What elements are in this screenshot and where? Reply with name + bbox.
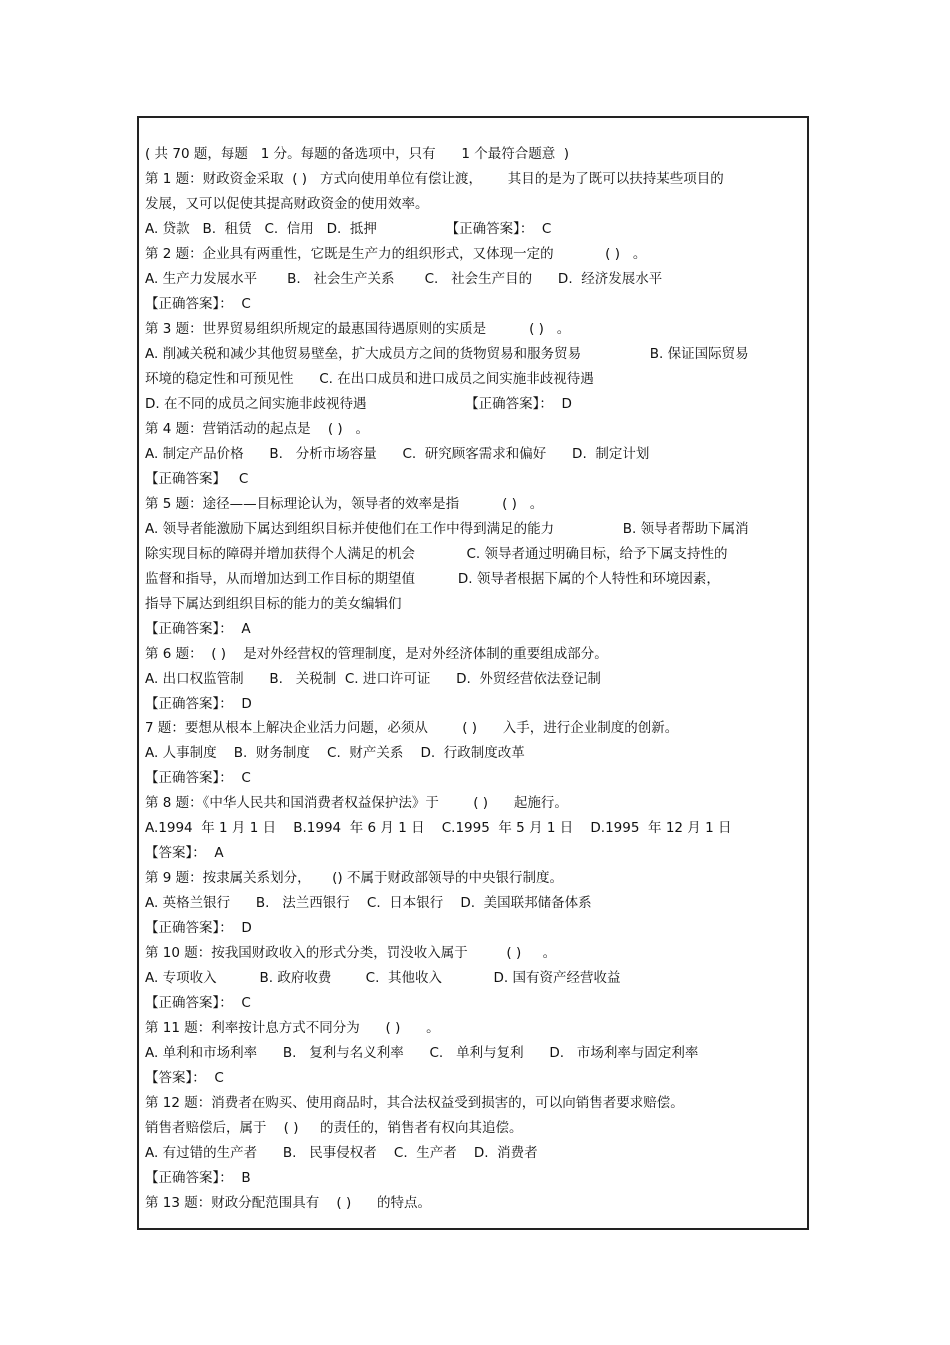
question-6-answer: 【正确答案】： D bbox=[145, 696, 252, 712]
question-3-options-1: A. 削减关税和减少其他贸易壁垒，扩大成员方之间的货物贸易和服务贸易 B. 保证国际贸易 bbox=[145, 346, 749, 362]
question-4-answer: 【正确答案】 C bbox=[145, 471, 249, 487]
question-11: 第 11 题：利率按计息方式不同分为 ( ) 。 bbox=[145, 1020, 440, 1036]
question-10: 第 10 题：按我国财政收入的形式分类，罚没收入属于 ( ) 。 bbox=[145, 945, 557, 961]
question-2-options: A. 生产力发展水平 B. 社会生产关系 C. 社会生产目的 D. 经济发展水平 bbox=[145, 271, 663, 287]
question-5-options-1: A. 领导者能激励下属达到组织目标并使他们在工作中得到满足的能力 B. 领导者帮助下属消 bbox=[145, 521, 749, 537]
question-9: 第 9 题：按隶属关系划分， () 不属于财政部领导的中央银行制度。 bbox=[145, 870, 563, 886]
question-5-options-4: 指导下属达到组织目标的能力的美女编辑们 bbox=[145, 596, 402, 612]
question-8-answer: 【答案】： A bbox=[145, 845, 224, 861]
question-5: 第 5 题：途径——目标理论认为，领导者的效率是指 ( ) 。 bbox=[145, 496, 544, 512]
question-12-answer: 【正确答案】： B bbox=[145, 1170, 251, 1186]
question-1-options: A. 贷款 B. 租赁 C. 信用 D. 抵押 【正确答案】： C bbox=[145, 221, 552, 237]
question-7-options: A. 人事制度 B. 财务制度 C. 财产关系 D. 行政制度改革 bbox=[145, 745, 525, 761]
question-6-options: A. 出口权监管制 B. 关税制 C. 进口许可证 D. 外贸经营依法登记制 bbox=[145, 671, 601, 687]
question-3-options-2: 环境的稳定性和可预见性 C. 在出口成员和进口成员之间实施非歧视待遇 bbox=[145, 371, 594, 387]
question-12-line-1: 第 12 题：消费者在购买、使用商品时，其合法权益受到损害的，可以向销售者要求赔偿。 bbox=[145, 1095, 684, 1111]
question-1-line-2: 发展，又可以促使其提高财政资金的使用效率。 bbox=[145, 196, 429, 212]
question-3: 第 3 题：世界贸易组织所规定的最惠国待遇原则的实质是 ( ) 。 bbox=[145, 321, 571, 337]
question-3-options-3: D. 在不同的成员之间实施非歧视待遇 【正确答案】： D bbox=[145, 396, 572, 412]
question-12-options: A. 有过错的生产者 B. 民事侵权者 C. 生产者 D. 消费者 bbox=[145, 1145, 538, 1161]
question-2: 第 2 题：企业具有两重性，它既是生产力的组织形式，又体现一定的 ( ) 。 bbox=[145, 246, 647, 262]
question-4-options: A. 制定产品价格 B. 分析市场容量 C. 研究顾客需求和偏好 D. 制定计划 bbox=[145, 446, 650, 462]
intro-line: ( 共 70 题，每题 1 分。每题的备选项中，只有 1 个最符合题意 ) bbox=[145, 146, 570, 162]
question-11-answer: 【答案】： C bbox=[145, 1070, 224, 1086]
question-12-line-2: 销售者赔偿后，属于 ( ) 的责任的，销售者有权向其追偿。 bbox=[145, 1120, 523, 1136]
question-9-answer: 【正确答案】： D bbox=[145, 920, 252, 936]
question-6: 第 6 题： ( ) 是对外经营权的管理制度，是对外经济体制的重要组成部分。 bbox=[145, 646, 608, 662]
question-7: 7 题：要想从根本上解决企业活力问题，必须从 ( ) 入手，进行企业制度的创新。 bbox=[145, 720, 679, 736]
question-9-options: A. 英格兰银行 B. 法兰西银行 C. 日本银行 D. 美国联邦储备体系 bbox=[145, 895, 592, 911]
question-4: 第 4 题：营销活动的起点是 ( ) 。 bbox=[145, 421, 370, 437]
question-13: 第 13 题：财政分配范围具有 ( ) 的特点。 bbox=[145, 1195, 431, 1211]
question-11-options: A. 单利和市场利率 B. 复利与名义利率 C. 单利与复利 D. 市场利率与固定利率 bbox=[145, 1045, 699, 1061]
question-1-line-1: 第 1 题：财政资金采取 ( ) 方式向使用单位有偿让渡， 其目的是为了既可以扶持某些项目的 bbox=[145, 171, 724, 187]
question-7-answer: 【正确答案】： C bbox=[145, 770, 251, 786]
question-5-options-2: 除实现目标的障碍并增加获得个人满足的机会 C. 领导者通过明确目标，给予下属支持性的 bbox=[145, 546, 728, 562]
question-8-options: A.1994 年 1 月 1 日 B.1994 年 6 月 1 日 C.1995 年 5 月 1 日 D.1995 年 12 月 1 日 bbox=[145, 820, 732, 836]
question-2-answer: 【正确答案】： C bbox=[145, 296, 251, 312]
question-10-options: A. 专项收入 B. 政府收费 C. 其他收入 D. 国有资产经营收益 bbox=[145, 970, 621, 986]
question-5-answer: 【正确答案】： A bbox=[145, 621, 251, 637]
question-8: 第 8 题：《中华人民共和国消费者权益保护法》于 ( ) 起施行。 bbox=[145, 795, 568, 811]
question-10-answer: 【正确答案】： C bbox=[145, 995, 251, 1011]
question-5-options-3: 监督和指导，从而增加达到工作目标的期望值 D. 领导者根据下属的个人特性和环境因素， bbox=[145, 571, 720, 587]
